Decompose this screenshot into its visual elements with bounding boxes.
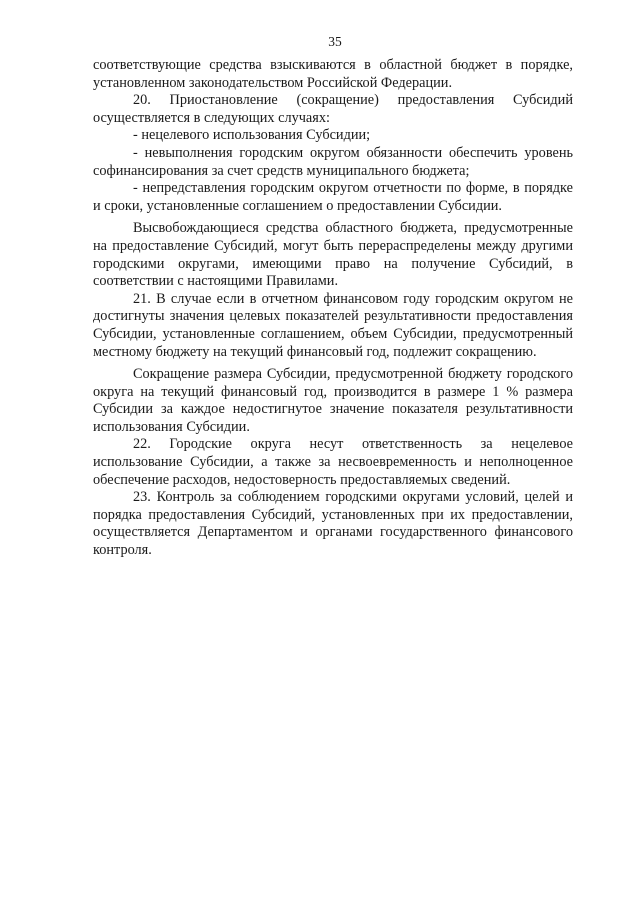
paragraph-22: 22. Городские округа несут ответственность за нецелевое использование Субсидии, а также за несвоевременность и неполноценное обеспечение расходов, недостоверность предоставляемых сведений. xyxy=(93,436,573,488)
list-item-reporting: - непредставления городским округом отчетности по форме, в порядке и сроки, установленные соглашением о предоставлении Субсидии. xyxy=(93,180,573,214)
document-body xyxy=(93,57,573,560)
paragraph-continuation: соответствующие средства взыскиваются в областной бюджет в порядке, установленном законодательством Российской Федерации. xyxy=(93,57,573,91)
paragraph-reduction: Сокращение размера Субсидии, предусмотренной бюджету городского округа на текущий финансовый год, производится в размере 1 % размера Субсидии за каждое недостигнутое значение показателя результативности использования Субсидии. xyxy=(93,366,573,435)
paragraph-released-funds: Высвобождающиеся средства областного бюджета, предусмотренные на предоставление Субсидий, могут быть перераспределены между другими городскими округами, имеющими право на получение Субсидий, в соответствии с настоящими Правилами. xyxy=(93,220,573,290)
paragraph-21: 21. В случае если в отчетном финансовом году городским округом не достигнуты значения целевых показателей результативности предоставления Субсидии, установленные соглашением, объем Субсидии, предусмотренный местному бюджету на текущий финансовый год, подлежит сокращению. xyxy=(93,290,573,360)
list-item-cofinancing: - невыполнения городским округом обязанности обеспечить уровень софинансирования за счет средств муниципального бюджета; xyxy=(93,144,573,179)
paragraph-20: 20. Приостановление (сокращение) предоставления Субсидий осуществляется в следующих случаях: xyxy=(93,92,573,126)
paragraph-23: 23. Контроль за соблюдением городскими округами условий, целей и порядка предоставления Субсидий, установленных при их предоставлении, осуществляется Департаментом и органами государственного финансового контроля. xyxy=(93,489,573,559)
page-number: 35 xyxy=(328,34,342,49)
list-item-misuse: - нецелевого использования Субсидии; xyxy=(133,127,371,144)
